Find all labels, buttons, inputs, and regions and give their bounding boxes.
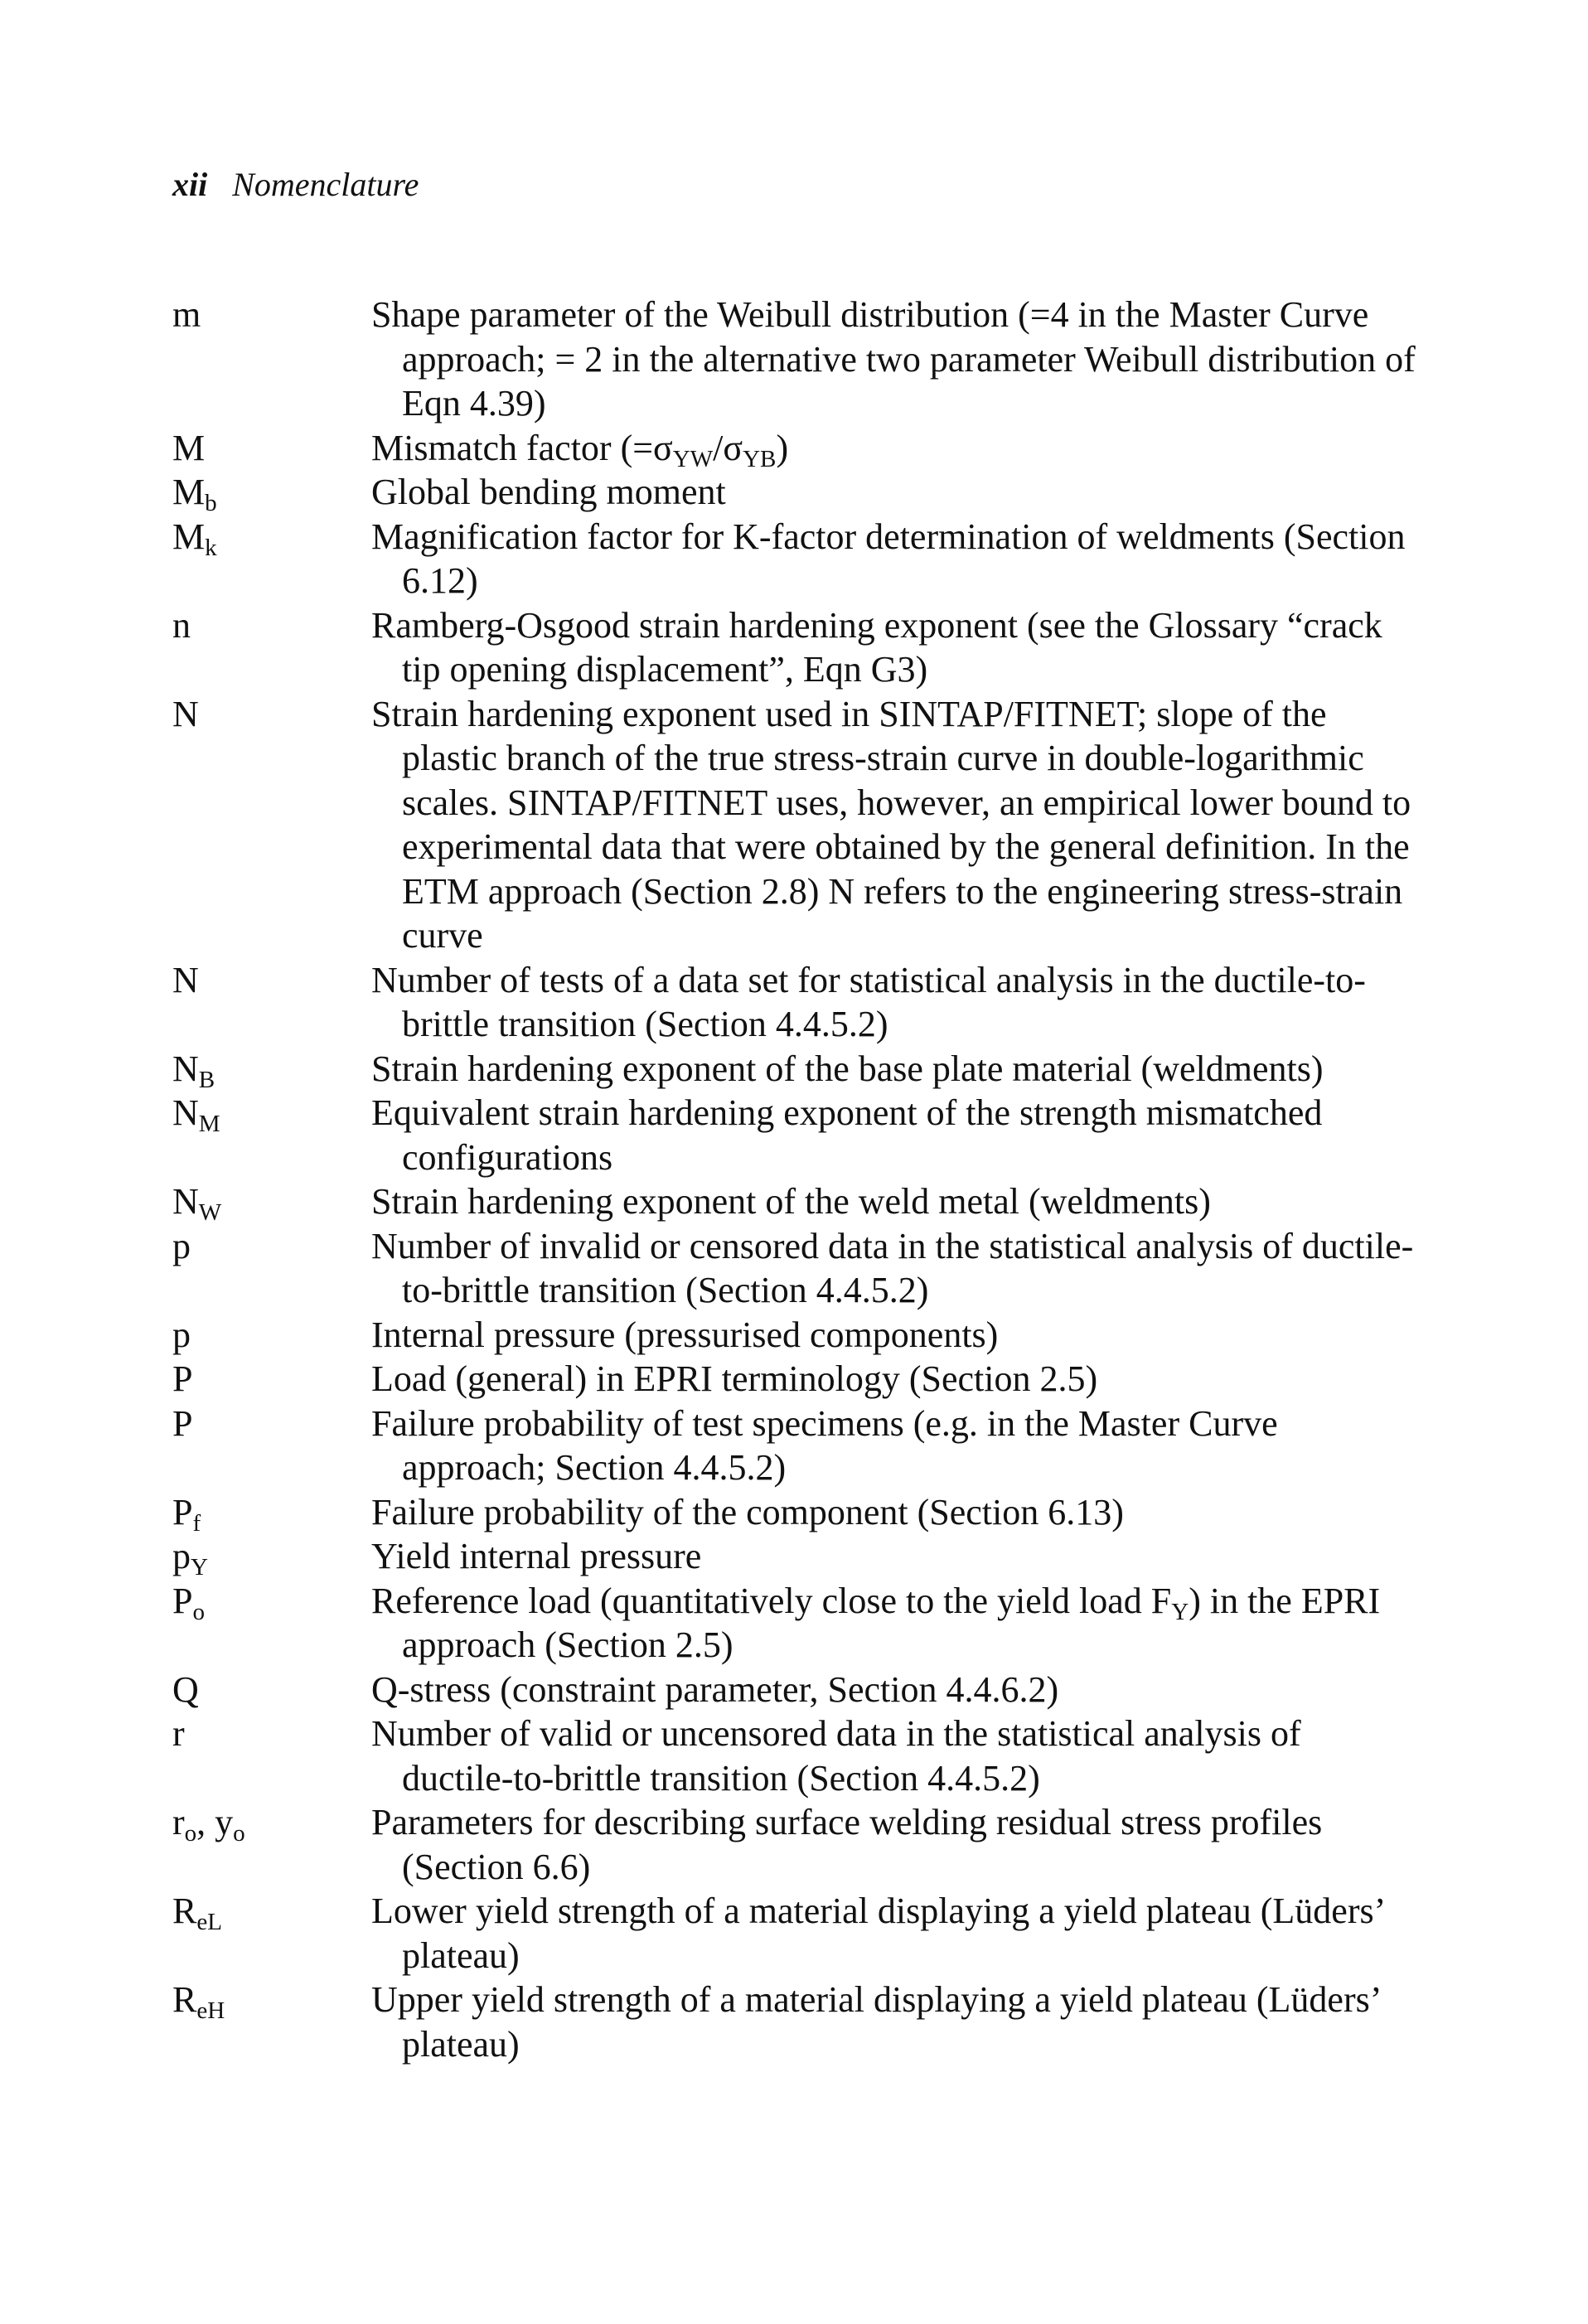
entry-symbol: r [172,1713,185,1754]
entry-symbol: $p_Y$ [172,1536,208,1581]
nomenclature-list [172,293,1416,2066]
entry-symbol: $R_{eL}$ [172,1891,222,1936]
entry-definition: Failure probability of test specimens (e.g. in the Master Curve approach; Section 4.4.5.2) [371,1402,1278,1488]
entry-definition: Q-stress (constraint parameter, Section 4.4.6.2) [371,1668,1059,1710]
nomenclature-entry [172,1224,1416,1313]
entry-definition: Strain hardening exponent of the weld metal (weldments) [371,1181,1211,1222]
entry-symbol: $P_o$ [172,1580,205,1625]
entry-symbol: n [172,604,191,646]
page-number: xii [172,166,208,203]
entry-definition: Equivalent strain hardening exponent of the strength mismatched configurations [371,1092,1323,1178]
entry-definition: Load (general) in EPRI terminology (Section 2.5) [371,1358,1098,1399]
entry-symbol: P [172,1358,193,1399]
entry-definition: Upper yield strength of a material displaying a yield plateau (Lüders’ plateau) [371,1979,1380,2065]
entry-definition: Strain hardening exponent used in SINTAP/FITNET; slope of the plastic branch of the true stress-strain curve in double-logarithmic scales. SINTAP/FITNET uses, however, an empirical lower bound to experimental data that were obtained by the general definition. In the ETM approach (Section 2.8) N refers to the engineering stress-strain curve [371,693,1411,956]
entry-symbol: m [172,294,201,335]
nomenclature-entry [172,1800,1416,1889]
entry-definition: Number of valid or uncensored data in the statistical analysis of ductile-to-brittle transition (Section 4.4.5.2) [371,1713,1301,1799]
entry-symbol: $N_M$ [172,1092,220,1138]
nomenclature-entry [172,1490,1416,1535]
entry-definition: Strain hardening exponent of the base plate material (weldments) [371,1048,1324,1089]
nomenclature-entry [172,1579,1416,1668]
entry-symbol: $N_W$ [172,1181,222,1227]
entry-symbol: N [172,959,199,1000]
entry-definition: Yield internal pressure [371,1536,702,1576]
entry-symbol: $R_{eH}$ [172,1979,225,2025]
nomenclature-entry [172,1313,1416,1358]
nomenclature-entry [172,958,1416,1047]
nomenclature-entry [172,1978,1416,2066]
entry-definition: Failure probability of the component (Section 6.13) [371,1491,1124,1532]
nomenclature-entry [172,692,1416,958]
entry-definition: Number of invalid or censored data in the statistical analysis of ductile-to-brittle transition (Section 4.4.5.2) [371,1225,1414,1310]
nomenclature-entry [172,1047,1416,1092]
entry-symbol: p [172,1225,191,1266]
nomenclature-entry [172,293,1416,426]
nomenclature-entry [172,1712,1416,1800]
nomenclature-entry [172,1668,1416,1712]
nomenclature-entry [172,1889,1416,1978]
running-head [172,168,419,201]
entry-definition: Shape parameter of the Weibull distribution (=4 in the Master Curve approach; = 2 in the alternative two parameter Weibull distribution of Eqn 4.39) [371,294,1416,424]
nomenclature-entry [172,515,1416,603]
nomenclature-entry [172,470,1416,515]
entry-symbol: $M_k$ [172,516,217,561]
nomenclature-entry [172,426,1416,471]
entry-symbol: $N_B$ [172,1048,215,1093]
nomenclature-entry [172,1402,1416,1490]
entry-definition: Parameters for describing surface welding residual stress profiles (Section 6.6) [371,1802,1323,1887]
entry-symbol: $r_o$, $y_o$ [172,1802,245,1847]
nomenclature-entry [172,1091,1416,1179]
nomenclature-entry [172,603,1416,692]
entry-definition: Internal pressure (pressurised components) [371,1314,999,1355]
entry-definition: Number of tests of a data set for statistical analysis in the ductile-to-brittle transition (Section 4.4.5.2) [371,959,1366,1044]
entry-symbol: Q [172,1668,199,1710]
entry-definition: Reference load (quantitatively close to the yield load $F_Y$) in the EPRI approach (Section 2.5) [371,1580,1381,1665]
entry-symbol: p [172,1314,191,1355]
entry-definition: Mismatch factor $(=\sigma_{YW}/\sigma_{YB})$ [371,427,789,472]
entry-symbol: $M_b$ [172,472,217,517]
entry-symbol: M [172,427,206,468]
nomenclature-entry [172,1357,1416,1402]
entry-definition: Magnification factor for K-factor determination of weldments (Section 6.12) [371,516,1406,601]
nomenclature-entry [172,1534,1416,1579]
entry-symbol: P [172,1402,193,1444]
entry-definition: Global bending moment [371,472,726,512]
entry-symbol: $P_f$ [172,1491,201,1537]
nomenclature-entry [172,1179,1416,1227]
entry-definition: Lower yield strength of a material displaying a yield plateau (Lüders’ plateau) [371,1891,1383,1976]
entry-definition: Ramberg-Osgood strain hardening exponent (see the Glossary “crack tip opening displacement”, Eqn G3) [371,604,1382,690]
entry-symbol: N [172,693,199,734]
section-title: Nomenclature [232,166,419,203]
